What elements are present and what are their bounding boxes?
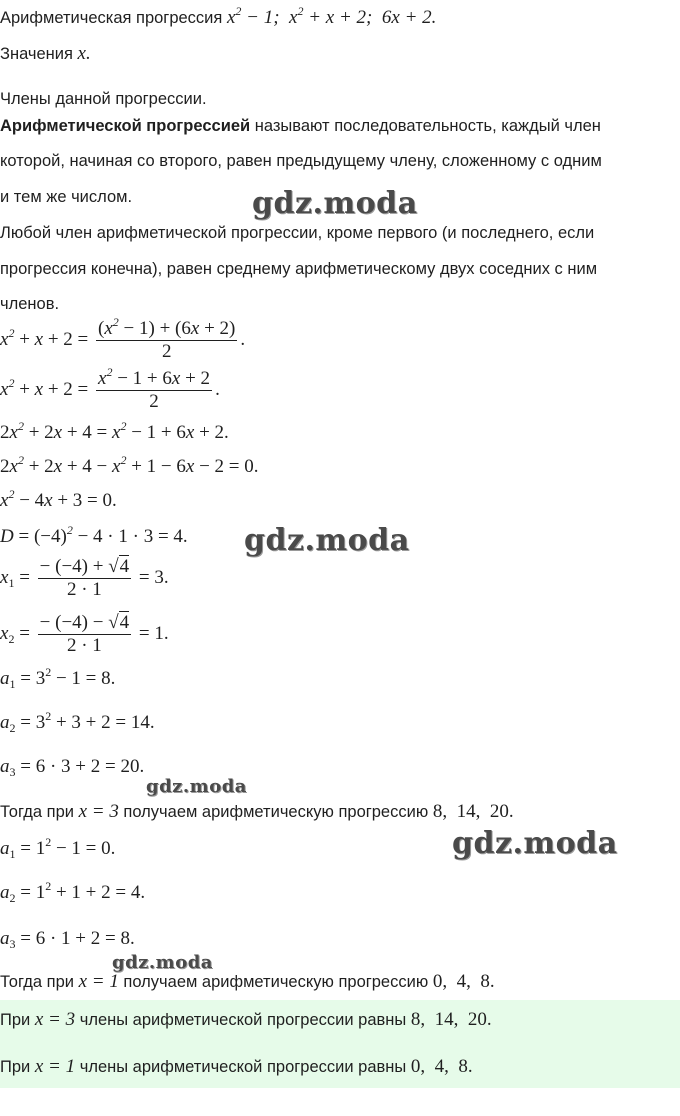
definition-line-1: Арифметической прогрессией называют последовательность, каждый член — [0, 117, 601, 135]
definition-line-3: и тем же числом. — [0, 188, 133, 206]
property-line-1: Любой член арифметической прогрессии, кроме первого (и последнего, если — [0, 224, 595, 242]
equation-quadratic: $x^2 - 4x + 3 = 0$. — [0, 487, 117, 511]
equation-a3-case2: $a_3 = 6 \cdot 1 + 2 = 8$. — [0, 928, 135, 951]
intro-line-1: Арифметическая прогрессия $x^2 - 1$; $x^2 + x + 2$; 6x + 2. — [0, 4, 437, 28]
equation-discriminant: $D = (-4)^2 - 4 \cdot 1 \cdot 3 = 4$. — [0, 523, 188, 547]
equation-mean: $x^2 + x + 2$ = $\frac{(x^2 - 1) + (6x + 2)}{2}$ . — [0, 315, 246, 362]
definition-line-2: которой, начиная со второго, равен предыдущему члену, сложенному с одним — [0, 152, 602, 170]
intro-line-3: Члены данной прогрессии. — [0, 90, 207, 108]
watermark-5: gdz.moda — [112, 952, 213, 973]
property-line-3: членов. — [0, 295, 60, 313]
equation-a1-case2: $a_1 = 1^2 - 1 = 0$. — [0, 835, 116, 861]
equation-mean-expanded: $x^2 + x + 2$ = $\frac{x^2 - 1 + 6x + 2}{2}$ . — [0, 365, 220, 412]
equation-root-2: $x_2$ = $\frac{- (-4) - √4}{2 \cdot 1}$ = 1. — [0, 612, 169, 656]
watermark-4: gdz.moda — [452, 826, 618, 861]
equation-step-2: $2x^2 + 2x + 4 - x^2 + 1 - 6x - 2 = 0$. — [0, 453, 259, 477]
conclusion-2: Тогда при x = 1 получаем арифметическую прогрессию 0, 4, 8. — [0, 971, 495, 992]
equation-a3-case1: $a_3 = 6 \cdot 3 + 2 = 20$. — [0, 756, 145, 779]
equation-root-1: $x_1$ = $\frac{- (-4) + √4}{2 \cdot 1}$ = 3. — [0, 556, 169, 600]
answer-line-1: При x = 3 члены арифметической прогрессии равны 8, 14, 20. — [0, 1009, 492, 1030]
watermark-3: gdz.moda — [146, 776, 247, 797]
equation-a1-case1: $a_1 = 3^2 - 1 = 8$. — [0, 665, 116, 691]
property-line-2: прогрессия конечна), равен среднему арифметическому двух соседних с ним — [0, 260, 598, 278]
conclusion-1: Тогда при x = 3 получаем арифметическую прогрессию 8, 14, 20. — [0, 801, 514, 822]
answer-line-2: При x = 1 члены арифметической прогрессии равны 0, 4, 8. — [0, 1056, 473, 1077]
watermark-1: gdz.moda — [252, 186, 418, 221]
equation-step-1: $2x^2 + 2x + 4 = x^2 - 1 + 6x + 2$. — [0, 419, 229, 443]
equation-a2-case1: $a_2 = 3^2 + 3 + 2 = 14$. — [0, 709, 155, 735]
equation-a2-case2: $a_2 = 1^2 + 1 + 2 = 4$. — [0, 879, 146, 905]
intro-line-2: Значения x. — [0, 43, 91, 64]
watermark-2: gdz.moda — [244, 523, 410, 558]
